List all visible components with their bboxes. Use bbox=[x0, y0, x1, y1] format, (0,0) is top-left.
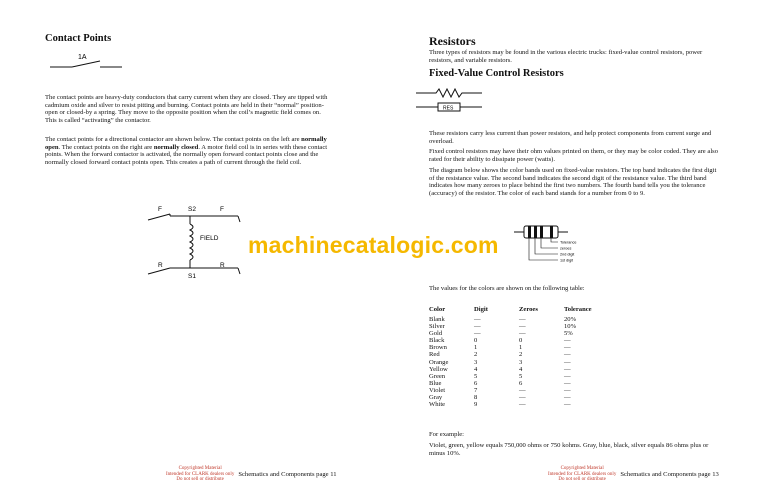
table-cell: — bbox=[474, 330, 481, 338]
table-row bbox=[429, 366, 609, 373]
right-page-number: Schematics and Components page 13 bbox=[620, 470, 719, 478]
resistors-intro: Three types of resistors may be found in the various electric trucks: fixed-value control resistors, power resistors, and variable resistors. bbox=[429, 49, 703, 64]
table-cell: Blank bbox=[429, 316, 445, 323]
table-row bbox=[429, 316, 609, 323]
table-row bbox=[429, 380, 609, 387]
table-row bbox=[429, 359, 609, 366]
table-row bbox=[429, 337, 609, 344]
table-cell: — bbox=[564, 401, 571, 409]
table-cell: — bbox=[564, 358, 571, 366]
table-cell: — bbox=[564, 372, 571, 380]
table-cell: 1 bbox=[474, 344, 478, 352]
table-row bbox=[429, 323, 609, 330]
table-cell: — bbox=[564, 351, 571, 359]
table-cell: 0 bbox=[474, 337, 478, 345]
resistors-title: Resistors bbox=[429, 34, 476, 48]
table-row bbox=[429, 387, 609, 394]
table-cell: Orange bbox=[429, 358, 449, 366]
contact-symbol-label: 1A bbox=[78, 54, 87, 61]
left-page-number: Schematics and Components page 11 bbox=[238, 470, 337, 478]
band-label-tolerance: Tolerance bbox=[560, 240, 577, 245]
table-cell: Yellow bbox=[429, 365, 448, 373]
table-cell: 3 bbox=[474, 358, 478, 366]
resistors-para-2: Fixed control resistors may have their ohm values printed on them, or they may be color coded. They are also rated for their ability to dissipate power (watts). bbox=[429, 148, 719, 163]
table-cell: Gold bbox=[429, 330, 443, 338]
table-row bbox=[429, 373, 609, 380]
label-f-left: F bbox=[158, 206, 162, 213]
table-cell: Black bbox=[429, 337, 445, 345]
table-cell: Red bbox=[429, 351, 440, 359]
table-cell: Green bbox=[429, 372, 446, 380]
fixed-value-title: Fixed-Value Control Resistors bbox=[429, 68, 564, 79]
table-intro: The values for the colors are shown on the following table: bbox=[429, 285, 585, 292]
table-header-row bbox=[429, 306, 609, 316]
table-cell: — bbox=[519, 386, 526, 394]
label-s2: S2 bbox=[188, 206, 196, 213]
table-cell: 4 bbox=[519, 365, 523, 373]
table-cell: 0 bbox=[519, 337, 523, 345]
table-cell: — bbox=[564, 394, 571, 402]
table-cell: 8 bbox=[474, 394, 478, 402]
label-r-left: R bbox=[158, 262, 163, 269]
table-cell: Gray bbox=[429, 394, 443, 402]
table-cell: 2 bbox=[519, 351, 523, 359]
table-header-digit: Digit bbox=[474, 306, 488, 313]
table-cell: White bbox=[429, 401, 446, 409]
table-cell: 5% bbox=[564, 330, 573, 338]
table-cell: — bbox=[474, 316, 481, 323]
table-cell: Violet bbox=[429, 386, 446, 394]
watermark: machinecatalogic.com bbox=[248, 232, 499, 258]
resistor-color-bands-diagram bbox=[514, 220, 594, 266]
label-f-right: F bbox=[220, 206, 224, 213]
field-coil-diagram bbox=[140, 200, 250, 282]
label-r-right: R bbox=[220, 262, 225, 269]
left-copyright: Copyrighted Material Intended for CLARK dealers only Do not sell or distribute bbox=[166, 466, 235, 483]
resistors-para-1: These resistors carry less current than power resistors, and help protect components from current surge and overload. bbox=[429, 130, 712, 145]
example-label: For example: bbox=[429, 431, 464, 438]
table-cell: 3 bbox=[519, 358, 523, 366]
table-row bbox=[429, 401, 609, 408]
table-cell: Blue bbox=[429, 379, 442, 387]
color-code-table bbox=[429, 306, 609, 408]
table-header-zeroes: Zeroes bbox=[519, 306, 538, 313]
contact-para-1: The contact points are heavy-duty conductors that carry current when they are closed. They are tipped with cadmium oxide and silver to resist pitting and burning. Contact points are held in their “normal” position-open or closed-by a spring. They move to the opposite position when the coil’s magnetic field comes on. This is called “activating” the contactor. bbox=[45, 94, 328, 124]
right-copyright: Copyrighted Material Intended for CLARK dealers only Do not sell or distribute bbox=[548, 466, 617, 483]
table-cell: 20% bbox=[564, 316, 577, 323]
example-text: Violet, green, yellow equals 750,000 ohms or 750 kohms. Gray, blue, black, silver equals 86 ohms plus or minus 10%. bbox=[429, 442, 709, 457]
table-cell: — bbox=[519, 401, 526, 409]
contact-symbol bbox=[48, 50, 128, 74]
label-field: FIELD bbox=[200, 235, 219, 242]
table-row bbox=[429, 394, 609, 401]
table-cell: 6 bbox=[519, 379, 523, 387]
table-cell: — bbox=[564, 365, 571, 373]
band-label-second-digit: 2nd digit bbox=[560, 252, 575, 257]
table-cell: — bbox=[564, 386, 571, 394]
resistors-para-3: The diagram below shows the color bands used on fixed-value resistors. The top band indicates the first digit of the resistance value. The second band indicates the second digit of the resistance value. The third band indicates how many zeroes to place behind the first two numbers. The fourth band tells you the tolerance (accuracy) of the resistor. The color of each band stands for a number from 0 to 9. bbox=[429, 167, 717, 197]
table-cell: 5 bbox=[474, 372, 478, 380]
table-cell: — bbox=[474, 323, 481, 331]
contact-points-title: Contact Points bbox=[45, 33, 112, 44]
table-row bbox=[429, 330, 609, 337]
right-footer bbox=[548, 466, 719, 483]
table-cell: — bbox=[564, 337, 571, 345]
band-label-zeroes: zeroes bbox=[560, 246, 572, 251]
table-header-tolerance: Tolerance bbox=[564, 306, 592, 313]
table-row bbox=[429, 344, 609, 351]
label-s1: S1 bbox=[188, 273, 196, 280]
table-cell: — bbox=[564, 344, 571, 352]
table-cell: 10% bbox=[564, 323, 577, 331]
band-label-first-digit: 1st digit bbox=[560, 258, 574, 263]
table-cell: 5 bbox=[519, 372, 523, 380]
table-cell: 2 bbox=[474, 351, 478, 359]
table-cell: — bbox=[519, 330, 526, 338]
contact-para-2: The contact points for a directional contactor are shown below. The contact points on the left are normally open. The contact points on the right are normally closed. A motor field coil is in series with these contact points. When the forward contactor is activated, the normally open forward contact points close and the normally closed forward contact points open. This creates a path of current through the field coil. bbox=[45, 136, 328, 166]
table-row bbox=[429, 351, 609, 358]
table-cell: 7 bbox=[474, 386, 478, 394]
table-cell: — bbox=[519, 316, 526, 323]
table-cell: 9 bbox=[474, 401, 478, 409]
resistor-symbols bbox=[414, 86, 494, 116]
table-header-color: Color bbox=[429, 306, 446, 313]
left-footer bbox=[166, 466, 337, 483]
table-cell: 4 bbox=[474, 365, 478, 373]
table-cell: — bbox=[519, 323, 526, 331]
table-cell: — bbox=[564, 379, 571, 387]
table-cell: 6 bbox=[474, 379, 478, 387]
table-cell: — bbox=[519, 394, 526, 402]
table-cell: Brown bbox=[429, 344, 447, 352]
table-cell: 1 bbox=[519, 344, 523, 352]
table-cell: Silver bbox=[429, 323, 445, 331]
res-label: RES bbox=[443, 105, 454, 112]
